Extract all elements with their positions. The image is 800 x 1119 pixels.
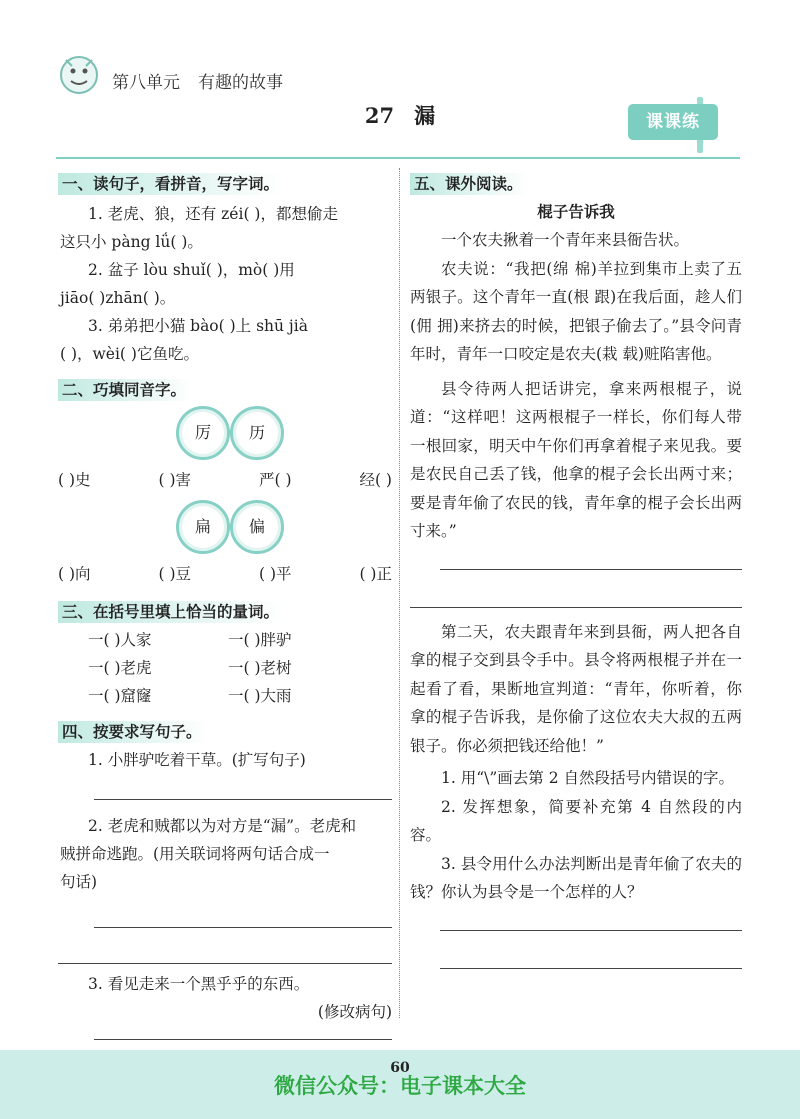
- answer-line[interactable]: [94, 1038, 392, 1040]
- homophone-char-1: 厉: [176, 406, 230, 460]
- unit-title: 有趣的故事: [198, 73, 283, 93]
- lesson-number: 27: [364, 103, 395, 128]
- measure-item: 一( )老树: [228, 659, 292, 677]
- measure-item: 一( )老虎: [88, 659, 152, 677]
- answer-line[interactable]: [440, 929, 742, 931]
- s1-line-2: 这只小 pàng lǘ( )。: [60, 233, 203, 251]
- measure-item: 一( )窟窿: [88, 687, 152, 705]
- s4-question-2: 2. 老虎和贼都以为对方是“漏”。老虎和: [88, 817, 357, 835]
- homophone-pair-2: [58, 498, 392, 556]
- s4-question-1: 1. 小胖驴吃着干草。(扩写句子): [88, 751, 306, 769]
- homophone-char-2: 历: [230, 406, 284, 460]
- measure-item: 一( )大雨: [228, 687, 292, 705]
- blank-item: 严( ): [258, 471, 292, 489]
- lesson-name: 漏: [414, 103, 436, 128]
- answer-line[interactable]: [58, 962, 392, 964]
- reading-question-1: 1. 用“\”画去第 2 自然段括号内错误的字。: [441, 769, 735, 787]
- blank-item: ( )史: [58, 471, 91, 489]
- measure-row: [58, 682, 392, 710]
- s1-line-3: 2. 盆子 lòu shuǐ( )，mò( )用: [88, 261, 295, 279]
- s1-line-5: 3. 弟弟把小猫 bào( )上 shū jià: [88, 317, 308, 335]
- section-4-title: 四、按要求写句子。: [58, 721, 208, 743]
- homophone-char-3: 扁: [176, 500, 230, 554]
- answer-line[interactable]: [440, 568, 742, 570]
- story-paragraph-3: 县令待两人把话讲完，拿来两根棍子，说道：“这样吧！这两根棍子一样长，你们每人带一根回家，明天中午你们再拿着棍子来见我。要是农民自己丢了钱，他拿的棍子会长出两寸来；要是青年偷了农民的钱，青年拿的棍子会长出两寸来。”: [410, 379, 742, 540]
- story-paragraph-2: 农夫说：“我把(绵 棉)羊拉到集市上卖了五两银子。这个青年一直(根 跟)在我后面，趁人们(佣 拥)来挤去的时候，把银子偷去了。”县令问青年时，青年一口咬定是农夫(栽 载)赃陷害他。: [410, 259, 742, 363]
- header-divider: [56, 157, 740, 159]
- reading-question-3: 3. 县令用什么办法判断出是青年偷了农夫的钱？你认为县令是一个怎样的人？: [410, 854, 742, 901]
- story-paragraph-5: 第二天，农夫跟青年来到县衙，两人把各自拿的棍子交到县令手中。县令将两根棍子并在一起看了看，果断地宣判道：“青年，你听着，你拿的棍子告诉我，是你偷了这位农夫大叔的五两银子。你必须把钱还给他！”: [410, 622, 742, 755]
- measure-row: [58, 626, 392, 654]
- unit-header: [112, 68, 301, 93]
- section-2-title: 二、巧填同音字。: [58, 379, 192, 401]
- s1-line-1: 1. 老虎、狼，还有 zéi( )，都想偷走: [88, 205, 338, 223]
- blank-item: ( )豆: [158, 565, 192, 583]
- answer-line[interactable]: [94, 926, 392, 928]
- homophone-char-4: 偏: [230, 500, 284, 554]
- blank-item: ( )平: [258, 565, 292, 583]
- practice-badge: 课课练: [628, 104, 718, 140]
- homophone-row-1: [58, 466, 392, 494]
- measure-item: 一( )胖驴: [228, 631, 292, 649]
- homophone-row-2: [58, 560, 392, 588]
- s4-question-2-end: 句话): [60, 873, 98, 891]
- answer-line[interactable]: [94, 798, 392, 800]
- blank-item: ( )向: [58, 565, 91, 583]
- s1-line-4: jiāo( )zhān( )。: [60, 289, 176, 307]
- homophone-pair-1: [58, 404, 392, 462]
- measure-item: 一( )人家: [88, 631, 152, 649]
- s4-question-3: 3. 看见走来一个黑乎乎的东西。: [88, 975, 310, 993]
- story-title: 棍子告诉我: [537, 203, 615, 221]
- s1-line-6: ( )，wèi( )它鱼吃。: [60, 345, 199, 363]
- reading-question-2: 2. 发挥想象，简要补充第 4 自然段的内容。: [410, 797, 742, 844]
- measure-row: [58, 654, 392, 682]
- section-1-title: 一、读句子，看拼音，写字词。: [58, 173, 285, 195]
- answer-line[interactable]: [440, 967, 742, 969]
- s4-question-3-hint: (修改病句): [317, 1003, 392, 1021]
- column-divider: [399, 168, 400, 1018]
- page-number: 60: [390, 1060, 410, 1076]
- section-5-title: 五、课外阅读。: [410, 173, 529, 195]
- story-paragraph-1: 一个农夫揪着一个青年来县衙告状。: [441, 231, 690, 249]
- section-3-title: 三、在括号里填上恰当的量词。: [58, 601, 285, 623]
- blank-item: ( )害: [158, 471, 192, 489]
- s4-question-2-cont: 贼拼命逃跑。(用关联词将两句话合成一: [60, 845, 330, 863]
- answer-line[interactable]: [410, 606, 742, 608]
- watermark-text: 微信公众号：电子课本大全: [274, 1074, 526, 1098]
- blank-item: ( )正: [359, 565, 392, 583]
- mascot-icon: [58, 52, 100, 98]
- right-column: [410, 170, 742, 969]
- left-column: [58, 170, 392, 1040]
- blank-item: 经( ): [359, 471, 392, 489]
- unit-label: 第八单元: [112, 73, 180, 93]
